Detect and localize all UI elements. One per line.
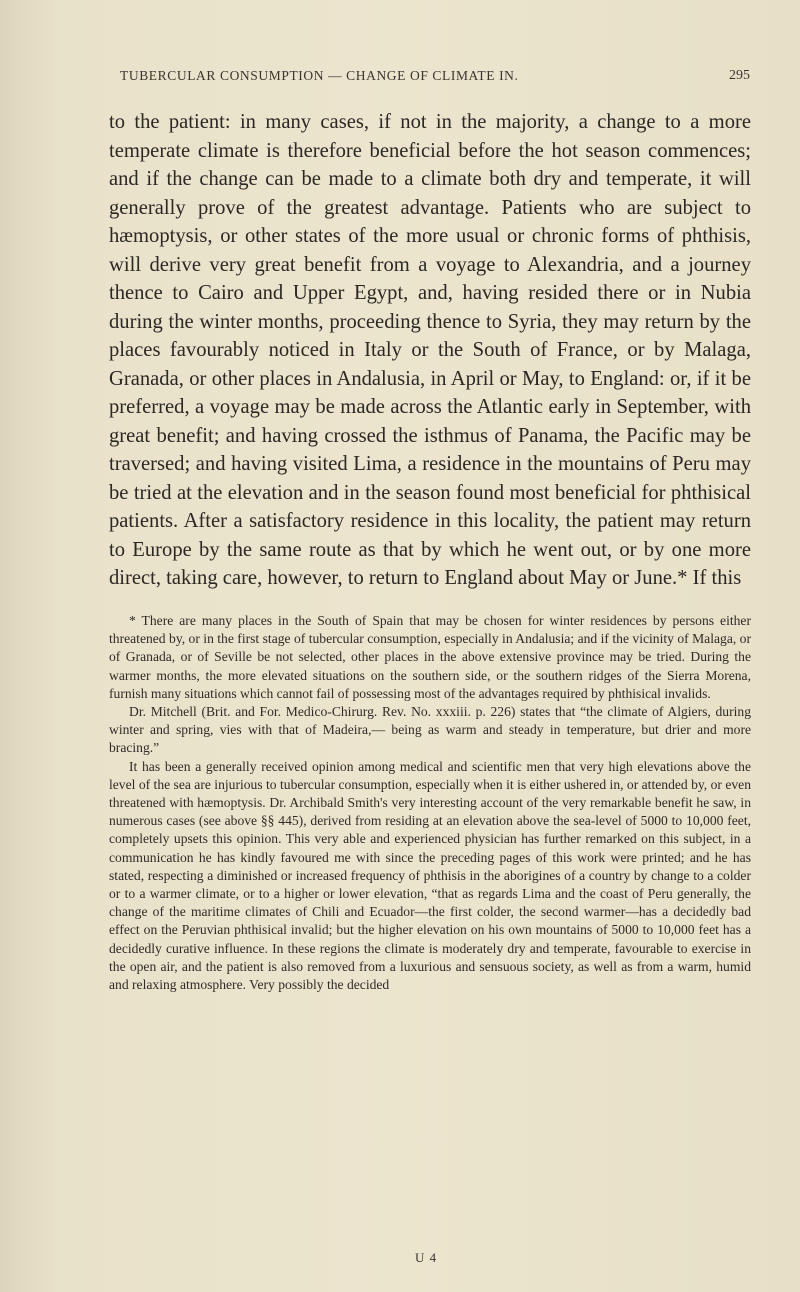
signature-mark: U 4 [415,1250,438,1265]
footnote-elevation: It has been a generally received opinion among medical and scientific men that very high elevations above the level of the sea are injurious to tubercular consumption, especially when it is either ushered in, or attended by, or even threatened with hæmoptysis. Dr. Archibald Smith's very interesting account of the very remarkable benefit he saw, in numerous cases (see above §§ 445), derived from residing at an elevation above the sea-level of 5000 to 10,000 feet, completely upsets this opinion. This very able and experienced physician has further remarked on this subject, in a communication he has kindly favoured me with since the preceding pages of this work were printed; and he has stated, respecting a diminished or increased frequency of phthisis in the aborigines of a country by change to a colder or to a warmer climate, or to a higher or lower elevation, “that as regards Lima and the coast of Peru generally, the change of the maritime climates of Chili and Ecuador—the first colder, the second warmer—has a decidedly bad effect on the Peruvian phthisical invalid; but the higher elevation on his own mountains of 5000 to 10,000 feet has a decidedly curative influence. In these regions the climate is moderately dry and temperate, favourable to exercise in the open air, and the patient is also removed from a luxurious and sensuous society, as well as from a warm, humid and relaxing atmosphere. Very possibly the decided [109,758,751,993]
footnote-algiers: Dr. Mitchell (Brit. and For. Medico-Chirurg. Rev. No. xxxiii. p. 226) states that “the climate of Algiers, during winter and spring, vies with that of Madeira,— being as warm and steady in temperature, but drier and more bracing.” [109,704,751,756]
footnote-spain: * There are many places in the South of Spain that may be chosen for winter residences by persons either threatened by, or in the first stage of tubercular consumption, especially in Andalusia; and if the vicinity of Malaga, or of Granada, or of Seville be not selected, other places in the above extensive province may be tried. During the warmer months, the more elevated situations on the southern side, or the southern ridges of the Sierra Morena, furnish many situations which cannot fail of possessing most of the advantages required by phthisical invalids. [109,613,751,701]
main-paragraph: to the patient: in many cases, if not in the majority, a change to a more temperate climate is therefore beneficial before the hot season commences; and if the change can be made to a climate both dry and temperate, it will generally prove of the greatest advantage. Patients who are subject to hæmoptysis, or other states of the more usual or chronic forms of phthisis, will derive very great benefit from a voyage to Alexandria, and a journey thence to Cairo and Upper Egypt, and, having resided there or in Nubia during the winter months, proceeding thence to Syria, they may return by the places favourably noticed in Italy or the South of France, or by Malaga, Granada, or other places in Andalusia, in April or May, to England: or, if it be preferred, a voyage may be made across the Atlantic early in September, with great benefit; and having crossed the isthmus of Panama, the Pacific may be traversed; and having visited Lima, a residence in the mountains of Peru may be tried at the elevation and in the season found most beneficial for phthisical patients. After a satisfactory residence in this locality, the patient may return to Europe by the same route as that by which he went out, or by one more direct, taking care, however, to return to England about May or June.* If this [109,111,751,589]
page-header [110,68,750,92]
page-number: 295 [729,68,750,83]
footnotes [109,612,751,994]
running-head: TUBERCULAR CONSUMPTION — CHANGE OF CLIMATE IN. [120,68,519,83]
